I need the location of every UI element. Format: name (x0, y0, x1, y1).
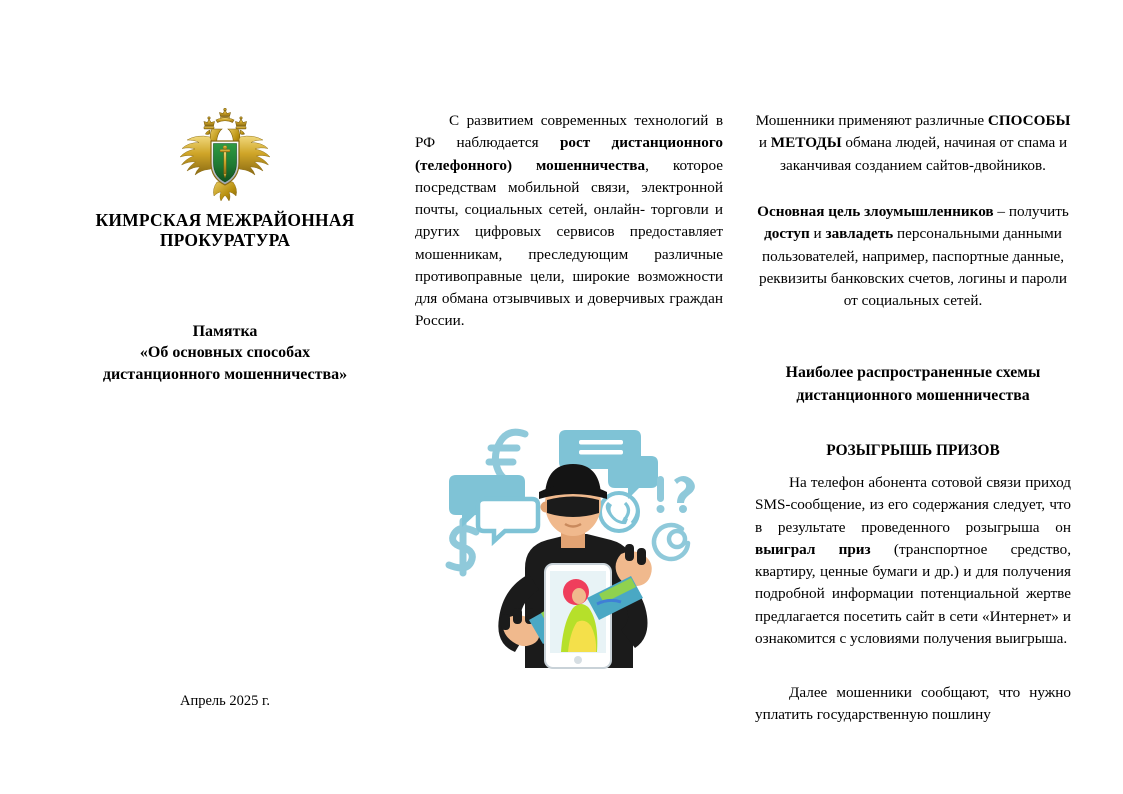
at-sign-icon (654, 525, 688, 559)
booklet-title-line2: «Об основных способах (139, 344, 311, 362)
goal-run-3-bold: доступ (764, 225, 810, 243)
panel-middle (415, 0, 723, 794)
exclamation-question-icon (657, 476, 695, 513)
goal-paragraph-container (755, 201, 1071, 312)
methods-run-3: и (758, 134, 771, 152)
panel-right (755, 0, 1071, 794)
schemes-heading-line2: дистанционного мошенничества (796, 386, 1030, 404)
intro-run-3: , которое посредствам мобильной связи, электронной почты, социальных сетей, онлайн- торговли и других цифровых сервисов предоставляет мошенникам, преследующим различные противоправные цели, широкие возможности для обмана отзывчивых и доверчивых граждан России. (415, 156, 723, 330)
methods-run-2-bold: СПОСОБЫ (987, 112, 1071, 129)
fraudster-mask (547, 497, 599, 518)
goal-run-5-bold: завладеть (825, 225, 894, 243)
methods-run-1: Мошенники применяют различные (755, 112, 988, 129)
organization-title-line2: ПРОКУРАТУРА (159, 230, 291, 251)
goal-paragraph (755, 201, 1071, 312)
booklet-title-line3: дистанционного мошенничества» (102, 365, 348, 383)
organization-title-line1: КИМРСКАЯ МЕЖРАЙОННАЯ (95, 210, 355, 230)
schemes-heading-container (755, 362, 1071, 408)
schemes-heading (755, 362, 1071, 408)
prize-draw-heading: РОЗЫГРЫШЬ ПРИЗОВ (826, 442, 1000, 459)
booklet-title (60, 321, 390, 385)
goal-run-2: – получить (993, 203, 1069, 220)
methods-paragraph (755, 110, 1071, 177)
next-paragraph-container (755, 682, 1071, 727)
prize-run-3: (транспортное средство, квартиру, ценные бумаги и др.) и для получения подробной информации потенциальной жертве предлагается посетить сайт в сети «Интернет» и ознакомится с условиями получения выигрыша. (755, 540, 1072, 647)
booklet-title-line1: Памятка (192, 323, 258, 340)
dollar-sign-icon (449, 521, 476, 573)
organization-title (60, 210, 390, 251)
prize-run-1: На телефон абонента сотовой связи приход SMS-сообщение, из его содержания следует, что в результате проведенного розыгрыша он (755, 474, 1071, 536)
prize-heading-container (755, 440, 1071, 462)
goal-run-1-bold: Основная цель злоумышленников (757, 203, 994, 220)
intro-paragraph-container (415, 110, 723, 333)
methods-paragraph-container (755, 110, 1071, 177)
intro-run-1: С развитием современных технологий в РФ наблюдается (415, 112, 723, 152)
emblem-container (60, 108, 390, 209)
goal-run-6: персональными данными пользователей, например, паспортные данные, реквизиты банковских счетов, логины и пароли от социальных сетей. (758, 225, 1068, 310)
prize-body-paragraph (755, 472, 1071, 650)
intro-run-2-bold: рост дистанционного (телефонного) мошенничества (415, 134, 723, 174)
prosecutors-office-emblem-icon (173, 108, 277, 204)
next-paragraph: Далее мошенники сообщают, что нужно уплатить государственную пошлину (755, 684, 1071, 724)
euro-sign-icon (489, 432, 525, 482)
fraudster-stealing-data-illustration (429, 408, 713, 670)
panel-left (60, 0, 390, 794)
speech-bubble-icon (478, 499, 538, 541)
issue-date: Апрель 2025 г. (180, 693, 270, 709)
methods-run-4-bold: МЕТОДЫ (770, 134, 842, 152)
goal-run-4: и (809, 225, 826, 243)
schemes-heading-line1: Наиболее распространенные схемы (785, 364, 1041, 381)
methods-run-5: обмана людей, начиная от спама и заканчивая созданием сайтов-двойников. (780, 134, 1068, 174)
intro-paragraph (415, 110, 723, 333)
phone-ringing-icon (600, 493, 638, 531)
prize-run-2-bold: выиграл приз (755, 540, 871, 558)
prize-body-container (755, 472, 1071, 650)
